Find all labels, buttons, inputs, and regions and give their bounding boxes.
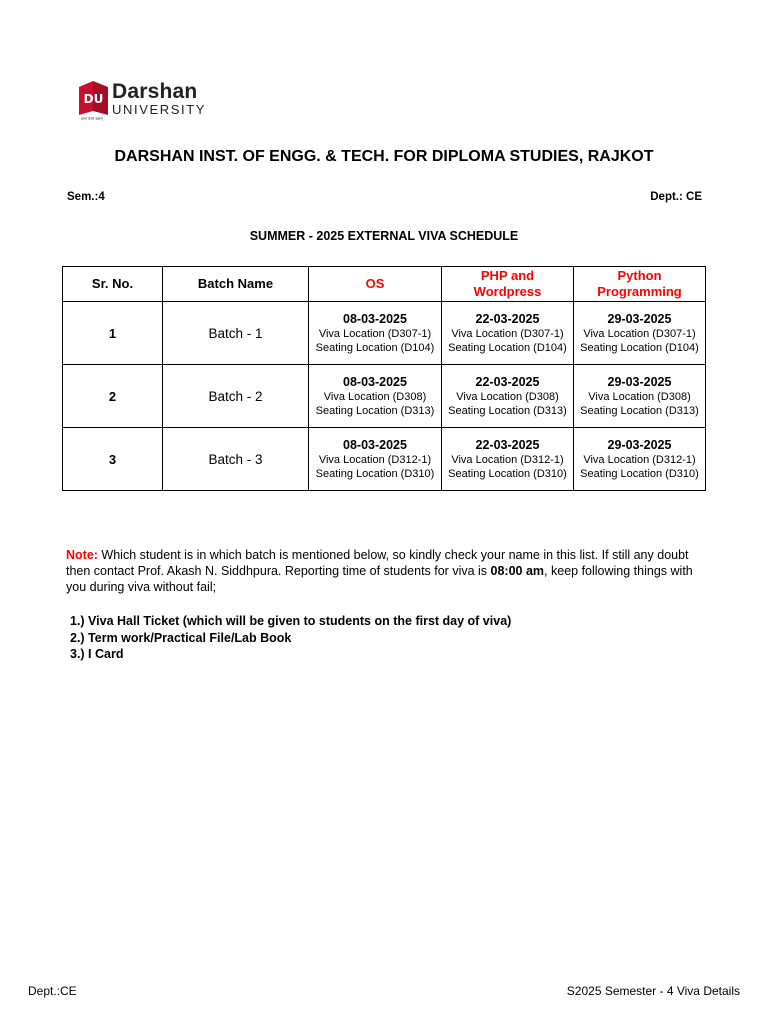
list-item: 1.) Viva Hall Ticket (which will be given to students on the first day of viva): [70, 614, 512, 628]
list-item: 2.) Term work/Practical File/Lab Book: [70, 630, 292, 645]
schedule-cell: [574, 302, 706, 365]
schedule-cell: [574, 365, 706, 428]
viva-location: Viva Location (D312-1): [451, 453, 564, 466]
seating-location: Seating Location (D313): [448, 405, 567, 418]
viva-location: Viva Location (D312-1): [318, 453, 432, 466]
note-text-end: , keep following things with you during viva without fail;: [66, 564, 693, 594]
schedule-cell: [574, 428, 706, 491]
header-subject-python: Python Programming: [574, 267, 706, 302]
viva-location: Viva Location (D307-1): [451, 327, 564, 340]
viva-date: 29-03-2025: [607, 437, 672, 452]
viva-date: 22-03-2025: [475, 311, 540, 326]
viva-date: 08-03-2025: [343, 437, 407, 452]
schedule-cell: [442, 302, 574, 365]
schedule-cell: [309, 365, 442, 428]
schedule-cell: [442, 365, 574, 428]
schedule-cell: [309, 428, 442, 491]
seating-location: Seating Location (D310): [315, 468, 435, 481]
header-batch-name: Batch Name: [163, 267, 309, 302]
seating-location: Seating Location (D313): [580, 405, 699, 418]
logo-name: Darshan: [112, 80, 198, 103]
logo-tagline: ज्ञानं परमं बलम्: [81, 116, 103, 121]
institute-title: DARSHAN INST. OF ENGG. & TECH. FOR DIPLOMA STUDIES, RAJKOT: [114, 148, 654, 165]
viva-date: 29-03-2025: [607, 311, 672, 326]
viva-location: Viva Location (D307-1): [318, 327, 432, 340]
viva-schedule-table: [62, 266, 706, 491]
row-batch-name: Batch - 3: [163, 428, 309, 491]
seating-location: Seating Location (D310): [580, 468, 699, 481]
viva-location: Viva Location (D308): [323, 390, 427, 403]
department-label: Dept.: CE: [650, 191, 702, 203]
logo-mark-text: DU: [83, 92, 104, 106]
header-subject-os: OS: [309, 267, 442, 302]
viva-location: Viva Location (D308): [588, 390, 691, 403]
table-header-row: [63, 267, 706, 302]
seating-location: Seating Location (D104): [315, 342, 435, 355]
row-batch-name: Batch - 1: [163, 302, 309, 365]
viva-location: Viva Location (D307-1): [583, 327, 696, 340]
table-row: [63, 365, 706, 428]
list-item: 3.) I Card: [70, 647, 124, 661]
viva-location: Viva Location (D312-1): [583, 453, 696, 466]
seating-location: Seating Location (D313): [315, 405, 435, 418]
header-subject-php: PHP and Wordpress: [442, 267, 574, 302]
seating-location: Seating Location (D104): [448, 342, 567, 355]
footer-department: Dept.:CE: [28, 984, 77, 998]
logo-subtitle: UNIVERSITY: [112, 102, 207, 117]
university-logo: [79, 81, 206, 121]
note-label: Note:: [66, 548, 98, 562]
viva-location: Viva Location (D308): [456, 390, 559, 403]
viva-date: 08-03-2025: [343, 311, 407, 326]
reporting-time: 08:00 am: [490, 564, 545, 578]
semester-label: Sem.:4: [67, 191, 105, 203]
viva-date: 22-03-2025: [475, 374, 540, 389]
viva-date: 08-03-2025: [343, 374, 407, 389]
footer-document-title: S2025 Semester - 4 Viva Details: [566, 984, 740, 998]
schedule-cell: [442, 428, 574, 491]
schedule-title: SUMMER - 2025 EXTERNAL VIVA SCHEDULE: [249, 229, 519, 243]
row-batch-name: Batch - 2: [163, 365, 309, 428]
header-srno: Sr. No.: [63, 267, 163, 302]
note-text: Which student is in which batch is mentioned below, so kindly check your name in this list. If still any doubt then contact Prof. Akash N. Siddhpura. Reporting time of students for viva is: [66, 548, 689, 578]
note-paragraph: [66, 547, 716, 595]
viva-date: 22-03-2025: [475, 437, 540, 452]
viva-date: 29-03-2025: [607, 374, 672, 389]
seating-location: Seating Location (D104): [580, 342, 699, 355]
seating-location: Seating Location (D310): [448, 468, 567, 481]
table-row: [63, 302, 706, 365]
schedule-cell: [309, 302, 442, 365]
table-row: [63, 428, 706, 491]
required-items-list: [70, 613, 511, 663]
row-srno: 1: [63, 302, 163, 365]
row-srno: 3: [63, 428, 163, 491]
du-logo-icon: [79, 81, 108, 121]
row-srno: 2: [63, 365, 163, 428]
